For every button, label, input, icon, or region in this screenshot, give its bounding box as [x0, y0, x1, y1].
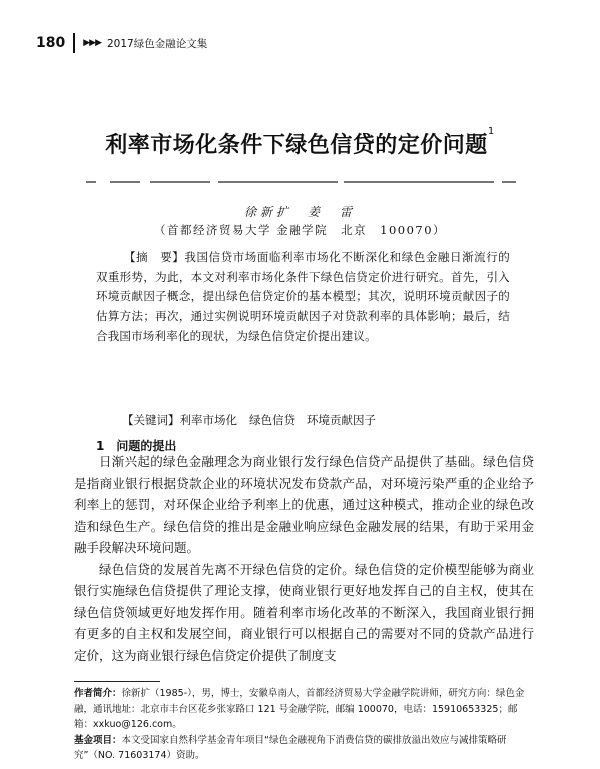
authors: 徐新扩 姜 雷	[243, 205, 356, 219]
section-heading: 1 问题的提出	[96, 439, 177, 453]
title-divider	[86, 181, 518, 183]
paper-title	[0, 128, 600, 159]
abstract-label: 【摘 要】	[124, 250, 185, 264]
abstract-text: 我国信贷市场面临利率市场化不断深化和绿色金融日渐流行的双重形势，为此，本文对利率市场化条件下绿色信贷定价进行研究。首先，引入环境贡献因子概念，提出绿色信贷定价的基本模型；其次，说明环境贡献因子的估算方法；再次，通过实例说明环境贡献因子对贷款利率的具体影响；最后，结合我国市场利率化的现状，为绿色信贷定价提出建议。	[96, 250, 510, 343]
header-divider	[73, 33, 75, 53]
keywords	[122, 412, 522, 428]
keyword-item: 环境贡献因子	[307, 413, 376, 427]
footnote-divider	[74, 681, 160, 682]
keyword-item: 利率市场化	[179, 413, 237, 427]
arrows-icon: ▶▶▶	[83, 38, 101, 48]
author-note	[74, 686, 536, 733]
keywords-label: 【关键词】	[122, 413, 180, 427]
section-body	[74, 451, 534, 666]
abstract	[96, 248, 510, 347]
running-header	[36, 34, 207, 52]
footnotes	[74, 686, 536, 764]
fund-note-label: 基金项目：	[74, 734, 122, 746]
author-note-text: 徐新扩（1985-），男，博士，安徽阜南人，首都经济贸易大学金融学院讲师，研究方向：绿色金融，通讯地址：北京市丰台区花乡张家路口 121 号金融学院，邮编 100070，电话：15910653325；邮箱：xxkuo@126.com。	[74, 688, 525, 730]
page-number: 180	[36, 35, 66, 51]
affiliation: （首都经济贸易大学 金融学院 北京 100070）	[153, 223, 447, 237]
keyword-item: 绿色信贷	[249, 413, 295, 427]
fund-note	[74, 733, 536, 764]
paper-title-text: 利率市场化条件下绿色信贷的定价问题	[105, 133, 488, 158]
author-note-label: 作者简介：	[74, 688, 122, 699]
paragraph: 日渐兴起的绿色金融理念为商业银行发行绿色信贷产品提供了基础。绿色信贷是指商业银行根据贷款企业的环境状况发布贷款产品，对环境污染严重的企业给予利率上的惩罚，对环保企业给予利率上的优惠，通过这种模式，推动企业的绿色改造和绿色生产。绿色信贷的推出是金融业响应绿色金融发展的结果，有助于采用金融手段解决环境问题。	[74, 454, 534, 555]
book-title: 2017绿色金融论文集	[107, 37, 208, 50]
paragraph: 绿色信贷的发展首先离不开绿色信贷的定价。绿色信贷的定价模型能够为商业银行实施绿色信贷提供了理论支撑，使商业银行更好地发挥自己的自主权，使其在绿色信贷领域更好地发挥作用。随着利率市场化改革的不断深入，我国商业银行拥有更多的自主权和发展空间，商业银行可以根据自己的需要对不同的贷款产品进行定价，这为商业银行绿色信贷定价提供了制度支	[74, 561, 534, 663]
fund-note-text: 本文受国家自然科学基金青年项目“绿色金融视角下消费信贷的碳排放溢出效应与减排策略研究”（NO. 71603174）资助。	[74, 734, 507, 761]
title-note-mark: 1	[487, 126, 495, 137]
